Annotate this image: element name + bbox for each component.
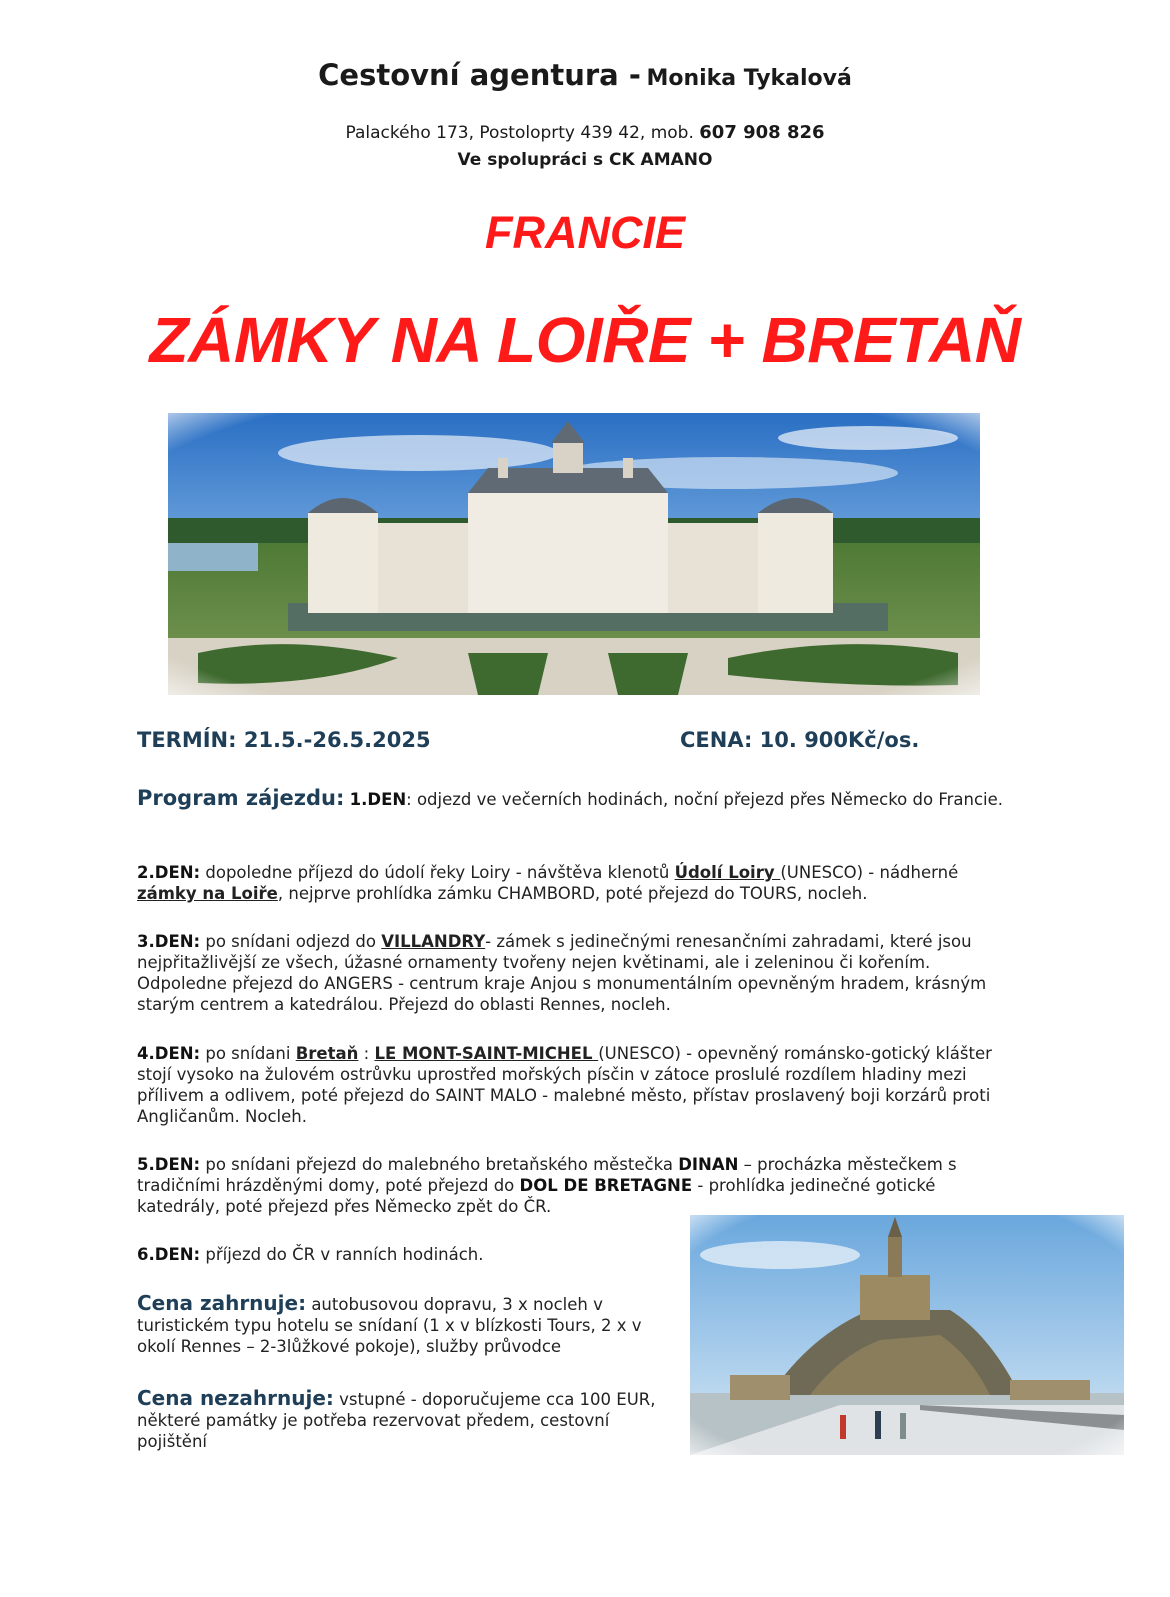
cooperation-note: Ve spolupráci s CK AMANO <box>457 150 713 170</box>
day-6-text: příjezd do ČR v ranních hodinách. <box>200 1245 484 1264</box>
agency-address <box>0 122 1170 143</box>
excludes-text: vstupné - doporučujeme cca 100 EUR, některé památky je potřeba rezervovat předem, cestovní pojištění <box>137 1390 656 1451</box>
program-day-4 <box>137 1043 1017 1127</box>
includes-heading: Cena zahrnuje: <box>137 1291 307 1315</box>
mont-saint-michel-image <box>690 1215 1124 1455</box>
day-1-text: : odjezd ve večerních hodinách, noční přejezd přes Německo do Francie. <box>406 790 1004 809</box>
day-2-text-2: (UNESCO) - nádherné <box>780 863 959 882</box>
day-2-link-2: zámky na Loiře <box>137 884 278 903</box>
includes-text: autobusovou dopravu, 3 x nocleh v turistickém typu hotelu se snídaní (1 x v blízkosti Tours, 2 x v okolí Rennes – 2-3lůžkové pokoje), služby průvodce <box>137 1295 642 1356</box>
program-day-5 <box>137 1154 1017 1217</box>
day-4-label: 4.DEN: <box>137 1044 201 1063</box>
price-excludes <box>137 1388 667 1452</box>
day-3-label: 3.DEN: <box>137 932 201 951</box>
program-heading: Program zájezdu: <box>137 786 345 810</box>
excludes-heading: Cena nezahrnuje: <box>137 1386 334 1410</box>
day-5-place-1: DINAN <box>678 1155 739 1174</box>
program-day-1 <box>137 788 1017 810</box>
chambord-castle-image <box>168 413 980 695</box>
day-2-text-3: , nejprve prohlídka zámku CHAMBORD, poté přejezd do TOURS, nocleh. <box>277 884 868 903</box>
day-5-text-1: po snídani přejezd do malebného bretaňského městečka <box>200 1155 679 1174</box>
program-day-2 <box>137 862 1017 904</box>
agency-name <box>0 58 1170 92</box>
price: CENA: 10. 900Kč/os. <box>680 728 920 752</box>
phone-number: 607 908 826 <box>699 122 825 143</box>
agency-title: Cestovní agentura - <box>318 58 641 92</box>
day-2-label: 2.DEN: <box>137 863 201 882</box>
day-2-text-1: dopoledne příjezd do údolí řeky Loiry - návštěva klenotů <box>200 863 675 882</box>
day-4-link-2: LE MONT-SAINT-MICHEL <box>374 1044 599 1063</box>
day-4-text-2: : <box>358 1044 375 1063</box>
price-includes <box>137 1293 667 1357</box>
program-day-6 <box>137 1244 667 1265</box>
day-3-text-2: - zámek s jedinečnými renesančními zahradami, které jsou nejpřitažlivější ze všech, úžasné ornamenty tvořeny nejen květinami, ale i zeleninou či kořením. Odpoledne přejezd do ANGERS - centrum kraje Anjou s monumentálním opevněným hradem, krásným starým centrem a katedrálou. Přejezd do oblasti Rennes, nocleh. <box>137 932 987 1014</box>
country-heading: FRANCIE <box>485 207 685 258</box>
agency-owner: Monika Tykalová <box>646 66 852 91</box>
day-5-place-2: DOL DE BRETAGNE <box>519 1176 693 1195</box>
term-date: TERMÍN: 21.5.-26.5.2025 <box>137 728 431 752</box>
day-4-text-3: (UNESCO) - opevněný románsko-gotický klášter stojí vysoko na žulovém ostrůvku uprostřed mořských písčin v zátoce proslulé rozdílem hladiny mezi přílivem a odlivem, poté přejezd do SAINT MALO - malebné město, přístav proslavený boji korzárů proti Angličanům. Nocleh. <box>137 1044 992 1126</box>
day-3-text-1: po snídani odjezd do <box>200 932 382 951</box>
day-3-link-1: VILLANDRY <box>381 932 486 951</box>
day-4-link-1: Bretaň <box>295 1044 359 1063</box>
address-text: Palackého 173, Postoloprty 439 42, mob. <box>345 123 694 143</box>
program-day-3 <box>137 931 1017 1015</box>
day-5-text-2: – procházka městečkem s tradičními hrázděnými domy, poté přejezd do <box>137 1155 957 1195</box>
day-4-text-1: po snídani <box>200 1044 296 1063</box>
day-5-text-3: - prohlídka jedinečné gotické katedrály, poté přejezd přes Německo zpět do ČR. <box>137 1176 936 1216</box>
day-5-label: 5.DEN: <box>137 1155 201 1174</box>
day-2-link-1: Údolí Loiry <box>674 863 781 882</box>
day-6-label: 6.DEN: <box>137 1245 201 1264</box>
tour-title: ZÁMKY NA LOIŘE + BRETAŇ <box>149 304 1021 376</box>
day-1-label: 1.DEN <box>349 790 407 809</box>
